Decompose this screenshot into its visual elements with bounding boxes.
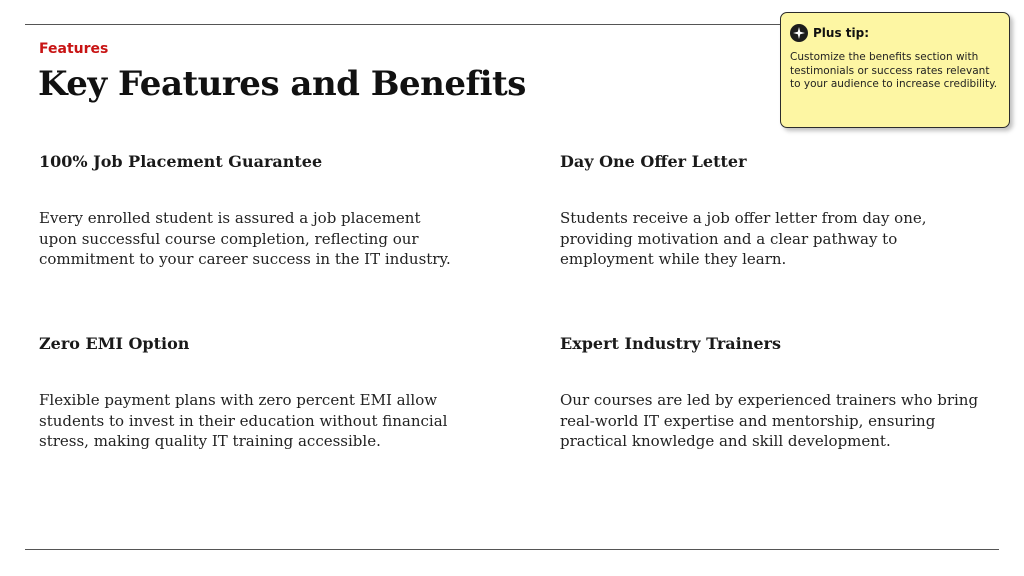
feature-description: Flexible payment plans with zero percent EMI allow students to invest in their education without financial stress, making quality IT training accessible. <box>39 391 448 450</box>
plus-tip-callout[interactable] <box>780 12 1010 128</box>
page-title: Key Features and Benefits <box>38 64 526 104</box>
bottom-divider <box>25 549 999 550</box>
feature-title: 100% Job Placement Guarantee <box>39 152 323 171</box>
feature-zero-emi <box>39 334 459 452</box>
feature-title: Zero EMI Option <box>39 334 190 353</box>
section-eyebrow: Features <box>39 41 109 57</box>
feature-job-placement <box>39 152 459 270</box>
plus-tip-header <box>790 24 1000 42</box>
feature-offer-letter <box>560 152 980 270</box>
feature-description: Our courses are led by experienced trainers who bring real-world IT expertise and mentorship, ensuring practical knowledge and skill development. <box>560 391 979 450</box>
feature-title: Expert Industry Trainers <box>560 334 781 353</box>
feature-title: Day One Offer Letter <box>560 152 747 171</box>
plus-tip-text: Customize the benefits section with testimonials or success rates relevant to your audience to increase credibility. <box>790 51 998 90</box>
feature-description: Every enrolled student is assured a job placement upon successful course completion, reflecting our commitment to your career success in the IT industry. <box>39 209 451 268</box>
feature-expert-trainers <box>560 334 980 452</box>
plus-tip-label: Plus tip: <box>813 26 870 40</box>
sparkle-icon <box>790 24 808 42</box>
feature-description: Students receive a job offer letter from day one, providing motivation and a clear pathway to employment while they learn. <box>560 209 927 268</box>
